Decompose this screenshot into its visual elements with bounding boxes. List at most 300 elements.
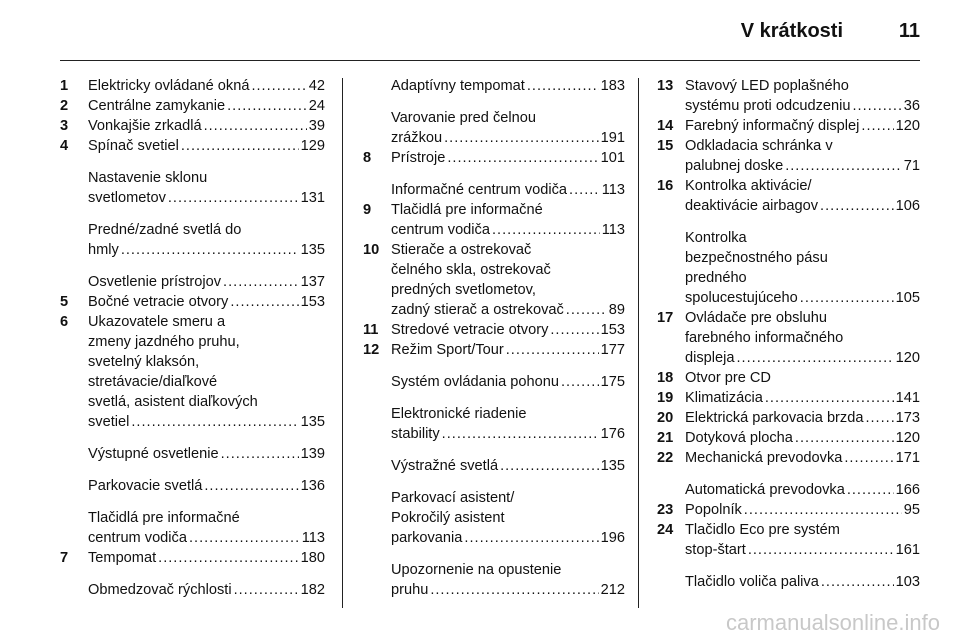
index-entry — [657, 368, 920, 388]
entry-number: 5 — [60, 294, 69, 310]
entry-text — [685, 408, 920, 428]
entry-number: 7 — [60, 550, 69, 566]
entry-line — [88, 444, 325, 464]
page-reference: 137 — [300, 274, 325, 290]
entry-line: Stavový LED poplašného — [685, 78, 849, 94]
dot-leader — [861, 116, 893, 136]
dot-leader — [820, 196, 894, 216]
page-reference: 180 — [300, 550, 325, 566]
index-entry — [363, 200, 625, 240]
page-reference: 113 — [601, 222, 625, 238]
entry-text — [88, 136, 325, 156]
entry-label: zrážkou — [391, 130, 443, 146]
entry-label: systému proti odcudzeniu — [685, 98, 851, 114]
entry-line — [391, 220, 625, 240]
dot-leader — [800, 288, 894, 308]
page-reference: 120 — [895, 350, 920, 366]
entry-line — [391, 148, 625, 168]
page-reference: 106 — [895, 198, 920, 214]
entry-label: Spínač svetiel — [88, 138, 179, 154]
dot-leader — [158, 548, 299, 568]
dot-leader — [464, 528, 598, 548]
index-entry — [60, 580, 325, 600]
entry-label: Elektricky ovládané okná — [88, 78, 250, 94]
index-entry — [657, 116, 920, 136]
entry-text — [88, 476, 325, 496]
dot-leader — [506, 340, 599, 360]
entry-text — [391, 200, 625, 240]
index-entry — [363, 148, 625, 168]
entry-line: Odkladacia schránka v — [685, 138, 833, 154]
entry-number: 14 — [657, 118, 674, 134]
entry-text — [685, 136, 920, 176]
entry-label: parkovania — [391, 530, 463, 546]
entry-label: centrum vodiča — [88, 530, 187, 546]
entry-line — [685, 196, 920, 216]
entry-line: Kontrolka — [685, 230, 747, 246]
dot-leader — [744, 500, 902, 520]
entry-text — [391, 456, 625, 476]
entry-line: zmeny jazdného pruhu, — [88, 334, 240, 350]
page-reference: 183 — [600, 78, 625, 94]
dot-leader — [748, 540, 894, 560]
page-reference: 177 — [600, 342, 625, 358]
index-entry — [60, 168, 325, 208]
entry-label: Výstupné osvetlenie — [88, 446, 219, 462]
index-entry — [363, 108, 625, 148]
entry-line — [391, 340, 625, 360]
entry-line — [685, 540, 920, 560]
dot-leader — [852, 96, 901, 116]
entry-text — [685, 228, 920, 308]
page-reference: 113 — [601, 182, 625, 198]
entry-label: svetiel — [88, 414, 130, 430]
dot-leader — [204, 116, 307, 136]
entry-line — [88, 548, 325, 568]
entry-label: Farebný informačný displej — [685, 118, 860, 134]
index-entry — [60, 272, 325, 292]
entry-line — [685, 480, 920, 500]
dot-leader — [168, 188, 299, 208]
page-reference: 135 — [600, 458, 625, 474]
entry-label: Tlačidlo voliča paliva — [685, 574, 819, 590]
entry-line — [685, 388, 920, 408]
page-reference: 166 — [895, 482, 920, 498]
index-entry — [60, 312, 325, 432]
index-column-1 — [60, 76, 325, 600]
entry-line: Predné/zadné svetlá do — [88, 222, 242, 238]
index-entry — [363, 240, 625, 320]
entry-text — [88, 508, 325, 548]
dot-leader — [181, 136, 299, 156]
entry-text — [685, 368, 920, 388]
index-entry — [363, 404, 625, 444]
dot-leader — [131, 412, 298, 432]
entry-text — [88, 96, 325, 116]
dot-leader — [223, 272, 299, 292]
entry-text — [391, 340, 625, 360]
dot-leader — [795, 428, 894, 448]
index-entry — [657, 520, 920, 560]
page-reference: 141 — [895, 390, 920, 406]
entry-line — [685, 156, 920, 176]
dot-leader — [566, 300, 607, 320]
entry-label: spolucestujúceho — [685, 290, 798, 306]
entry-line — [88, 272, 325, 292]
page-reference: 175 — [600, 374, 625, 390]
page-reference: 135 — [300, 414, 325, 430]
entry-line — [88, 136, 325, 156]
entry-line — [391, 456, 625, 476]
entry-line: Stierače a ostrekovač — [391, 242, 532, 258]
entry-number: 4 — [60, 138, 69, 154]
entry-number: 3 — [60, 118, 69, 134]
entry-label: Obmedzovač rýchlosti — [88, 582, 232, 598]
header-divider — [60, 60, 920, 61]
dot-leader — [527, 76, 599, 96]
dot-leader — [561, 372, 599, 392]
page-reference: 191 — [600, 130, 625, 146]
entry-number: 15 — [657, 138, 674, 154]
index-entry — [60, 476, 325, 496]
entry-line — [685, 572, 920, 592]
entry-number: 24 — [657, 522, 674, 538]
entry-number: 19 — [657, 390, 674, 406]
entry-number: 1 — [60, 78, 69, 94]
entry-text — [88, 168, 325, 208]
entry-line: predného — [685, 270, 747, 286]
entry-number: 2 — [60, 98, 69, 114]
entry-text — [685, 308, 920, 368]
entry-number: 13 — [657, 78, 674, 94]
entry-line: čelného skla, ostrekovač — [391, 262, 551, 278]
dot-leader — [234, 580, 299, 600]
entry-line — [685, 288, 920, 308]
column-divider — [342, 78, 343, 608]
dot-leader — [785, 156, 902, 176]
entry-label: Vonkajšie zrkadlá — [88, 118, 202, 134]
entry-line — [88, 412, 325, 432]
entry-text — [391, 372, 625, 392]
entry-line: svetlá, asistent diaľkových — [88, 394, 258, 410]
entry-text — [391, 76, 625, 96]
entry-line: predných svetlometov, — [391, 282, 536, 298]
entry-label: Tempomat — [88, 550, 157, 566]
entry-line — [685, 116, 920, 136]
page-reference: 171 — [895, 450, 920, 466]
entry-line: Pokročilý asistent — [391, 510, 505, 526]
page-reference: 136 — [300, 478, 325, 494]
dot-leader — [251, 76, 306, 96]
entry-label: Osvetlenie prístrojov — [88, 274, 222, 290]
entry-number: 6 — [60, 314, 69, 330]
page-reference: 173 — [895, 410, 920, 426]
index-entry — [363, 456, 625, 476]
entry-line — [685, 408, 920, 428]
entry-line — [391, 128, 625, 148]
index-entry — [657, 448, 920, 468]
entry-line — [391, 76, 625, 96]
entry-label: Parkovacie svetlá — [88, 478, 203, 494]
entry-label: stop-štart — [685, 542, 746, 558]
dot-leader — [500, 456, 599, 476]
page-reference: 120 — [895, 430, 920, 446]
index-entry — [60, 508, 325, 548]
dot-leader — [221, 444, 299, 464]
entry-text — [88, 580, 325, 600]
entry-text — [685, 428, 920, 448]
entry-label: hmly — [88, 242, 119, 258]
entry-line: Varovanie pred čelnou — [391, 110, 536, 126]
entry-label: pruhu — [391, 582, 429, 598]
page-reference: 42 — [308, 78, 325, 94]
dot-leader — [847, 480, 894, 500]
dot-leader — [737, 348, 894, 368]
entry-label: Režim Sport/Tour — [391, 342, 504, 358]
page-reference: 153 — [300, 294, 325, 310]
entry-line — [391, 580, 625, 600]
entry-number: 11 — [363, 322, 379, 338]
entry-label: deaktivácie airbagov — [685, 198, 819, 214]
dot-leader — [442, 424, 599, 444]
index-entry — [60, 220, 325, 260]
entry-line — [685, 96, 920, 116]
entry-line — [88, 240, 325, 260]
page-reference: 139 — [300, 446, 325, 462]
entry-label: Elektrická parkovacia brzda — [685, 410, 864, 426]
entry-line — [88, 76, 325, 96]
entry-text — [685, 388, 920, 408]
entry-line: Elektronické riadenie — [391, 406, 527, 422]
dot-leader — [444, 128, 599, 148]
entry-text — [685, 448, 920, 468]
column-divider — [638, 78, 639, 608]
index-entry — [657, 228, 920, 308]
entry-line: Upozornenie na opustenie — [391, 562, 562, 578]
entry-text — [391, 404, 625, 444]
entry-text — [391, 108, 625, 148]
entry-label: Prístroje — [391, 150, 446, 166]
entry-label: stability — [391, 426, 440, 442]
entry-number: 18 — [657, 370, 674, 386]
entry-text — [88, 292, 325, 312]
entry-line — [685, 348, 920, 368]
entry-text — [391, 240, 625, 320]
index-entry — [363, 560, 625, 600]
entry-number: 22 — [657, 450, 674, 466]
page-reference: 36 — [903, 98, 920, 114]
index-entry — [60, 548, 325, 568]
page-reference: 101 — [600, 150, 625, 166]
entry-text — [88, 220, 325, 260]
dot-leader — [189, 528, 300, 548]
entry-line: Nastavenie sklonu — [88, 170, 208, 186]
entry-number: 20 — [657, 410, 674, 426]
index-entry — [657, 176, 920, 216]
page-reference: 196 — [600, 530, 625, 546]
index-entry — [60, 444, 325, 464]
entry-line: Kontrolka aktivácie/ — [685, 178, 812, 194]
entry-text — [685, 116, 920, 136]
entry-text — [685, 176, 920, 216]
entry-line — [391, 372, 625, 392]
index-entry — [363, 76, 625, 96]
entry-number: 21 — [657, 430, 674, 446]
entry-line — [391, 320, 625, 340]
index-entry — [657, 480, 920, 500]
entry-label: Popolník — [685, 502, 742, 518]
entry-label: centrum vodiča — [391, 222, 490, 238]
index-entry — [60, 96, 325, 116]
entry-line — [391, 528, 625, 548]
entry-number: 9 — [363, 202, 372, 218]
entry-label: Automatická prevodovka — [685, 482, 845, 498]
page-number: 11 — [898, 20, 920, 42]
page-reference: 153 — [600, 322, 625, 338]
index-entry — [60, 116, 325, 136]
entry-text — [685, 572, 920, 592]
page-header — [0, 0, 960, 62]
page-reference: 24 — [308, 98, 325, 114]
dot-leader — [821, 572, 894, 592]
entry-line — [391, 180, 625, 200]
dot-leader — [492, 220, 600, 240]
page-reference: 182 — [300, 582, 325, 598]
index-entry — [363, 320, 625, 340]
entry-text — [685, 480, 920, 500]
entry-label: svetlometov — [88, 190, 166, 206]
index-entry — [657, 308, 920, 368]
entry-number: 16 — [657, 178, 674, 194]
index-column-3 — [657, 76, 920, 592]
index-entry — [60, 292, 325, 312]
entry-line — [391, 300, 625, 320]
index-column-2 — [363, 76, 625, 600]
index-entry — [657, 500, 920, 520]
entry-label: Výstražné svetlá — [391, 458, 499, 474]
entry-line — [88, 96, 325, 116]
entry-label: Dotyková plocha — [685, 430, 793, 446]
entry-text — [88, 548, 325, 568]
entry-label: Bočné vetracie otvory — [88, 294, 229, 310]
dot-leader — [844, 448, 893, 468]
page-reference: 176 — [600, 426, 625, 442]
entry-text — [391, 320, 625, 340]
index-entry — [363, 180, 625, 200]
dot-leader — [121, 240, 299, 260]
section-title: V krátkosti — [740, 20, 843, 42]
page-reference: 71 — [903, 158, 920, 174]
entry-label: Klimatizácia — [685, 390, 763, 406]
entry-line — [88, 580, 325, 600]
page-reference: 39 — [308, 118, 325, 134]
entry-text — [391, 488, 625, 548]
entry-line: Tlačidlá pre informačné — [391, 202, 543, 218]
entry-number: 17 — [657, 310, 674, 326]
page-reference: 131 — [300, 190, 325, 206]
index-entry — [657, 136, 920, 176]
entry-text — [88, 444, 325, 464]
entry-line — [88, 476, 325, 496]
entry-label: palubnej doske — [685, 158, 784, 174]
page-reference: 105 — [895, 290, 920, 306]
entry-line: svetelný klaksón, — [88, 354, 200, 370]
page-reference: 129 — [300, 138, 325, 154]
entry-text — [685, 520, 920, 560]
index-entry — [657, 76, 920, 116]
page-reference: 120 — [895, 118, 920, 134]
index-entry — [363, 488, 625, 548]
dot-leader — [447, 148, 598, 168]
entry-number: 23 — [657, 502, 674, 518]
page-reference: 95 — [903, 502, 920, 518]
dot-leader — [569, 180, 600, 200]
entry-label: Otvor pre CD — [685, 370, 771, 386]
index-entry — [60, 136, 325, 156]
entry-label: zadný stierač a ostrekovač — [391, 302, 564, 318]
entry-text — [685, 500, 920, 520]
entry-number: 12 — [363, 342, 380, 358]
entry-text — [685, 76, 920, 116]
dot-leader — [230, 292, 298, 312]
entry-label: Informačné centrum vodiča — [391, 182, 568, 198]
entry-line — [88, 528, 325, 548]
entry-line — [685, 448, 920, 468]
entry-line: Ukazovatele smeru a — [88, 314, 226, 330]
dot-leader — [227, 96, 307, 116]
entry-text — [391, 180, 625, 200]
index-entry — [657, 408, 920, 428]
entry-label: displeja — [685, 350, 735, 366]
entry-text — [391, 560, 625, 600]
index-entry — [363, 340, 625, 360]
entry-line — [391, 424, 625, 444]
entry-label: Stredové vetracie otvory — [391, 322, 549, 338]
entry-text — [391, 148, 625, 168]
page-reference: 113 — [301, 530, 325, 546]
entry-line — [685, 428, 920, 448]
entry-line — [88, 188, 325, 208]
page-reference: 135 — [300, 242, 325, 258]
entry-line: bezpečnostného pásu — [685, 250, 828, 266]
entry-label: Mechanická prevodovka — [685, 450, 843, 466]
entry-line: Tlačidlá pre informačné — [88, 510, 240, 526]
entry-line: Tlačidlo Eco pre systém — [685, 522, 840, 538]
index-entry — [363, 372, 625, 392]
page-reference: 161 — [895, 542, 920, 558]
entry-line — [685, 500, 920, 520]
dot-leader — [204, 476, 298, 496]
entry-line: stretávacie/diaľkové — [88, 374, 218, 390]
entry-label: Adaptívny tempomat — [391, 78, 525, 94]
page-reference: 103 — [895, 574, 920, 590]
dot-leader — [865, 408, 893, 428]
watermark: carmanualsonline.info — [725, 610, 940, 635]
entry-line — [88, 116, 325, 136]
entry-line: Parkovací asistent/ — [391, 490, 515, 506]
index-entry — [60, 76, 325, 96]
dot-leader — [550, 320, 598, 340]
page-reference: 89 — [608, 302, 625, 318]
index-entry — [657, 428, 920, 448]
entry-text — [88, 76, 325, 96]
index-entry — [657, 388, 920, 408]
entry-line — [88, 292, 325, 312]
entry-number: 8 — [363, 150, 372, 166]
page-reference: 212 — [600, 582, 625, 598]
dot-leader — [765, 388, 894, 408]
index-entry — [657, 572, 920, 592]
